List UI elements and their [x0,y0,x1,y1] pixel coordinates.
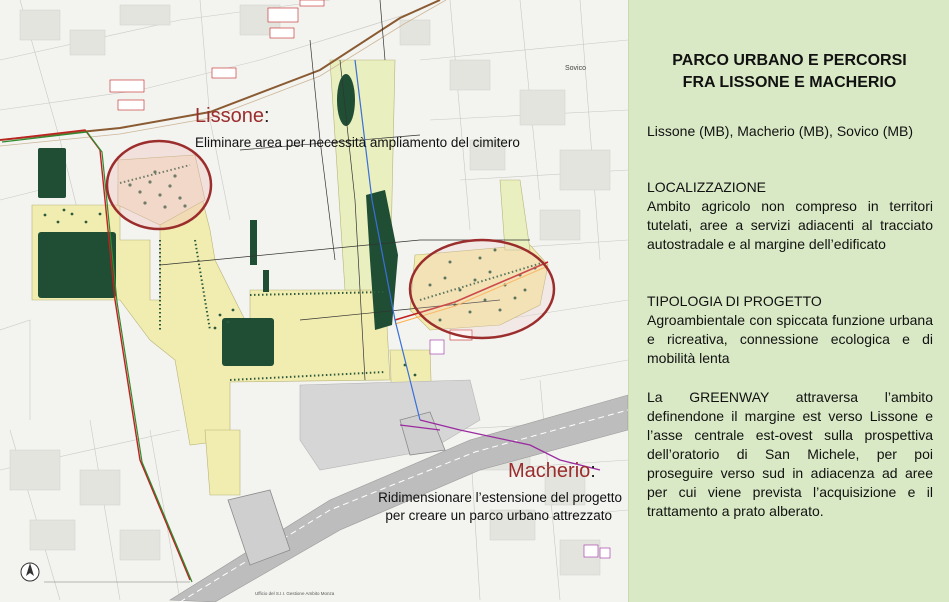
lissone-colon: : [263,105,270,127]
localizzazione-text: Ambito agricolo non compreso in territori tutelati, aree a servizi adiacenti al tracciato autostradale e al margine dell’edificato [647,198,933,252]
municipalities-text: Lissone (MB), Macherio (MB), Sovico (MB) [647,123,914,139]
lissone-note: Eliminare area per necessità ampliamento del cimitero [195,135,520,150]
macherio-label [508,460,596,483]
info-panel [628,0,949,602]
map-credit: Ufficio del S.I.I. Gestione Ambito Monza [255,591,335,596]
sovico-label: Sovico [565,65,587,72]
lissone-name: Lissone [195,105,264,127]
macherio-colon: : [590,460,596,482]
north-arrow-icon [21,563,39,581]
tipologia-text: Agroambientale con spiccata funzione urbana e ricreativa, connessione ecologica e di mobilità lenta [647,312,933,366]
macherio-focus-circle [410,240,554,338]
lissone-focus-circle [107,141,211,229]
tipologia-heading: TIPOLOGIA DI PROGETTO [647,293,822,309]
localizzazione-section [647,178,933,254]
tipologia-section [647,292,933,368]
macherio-name: Macherio [508,460,591,482]
panel-title-line-1: PARCO URBANO E PERCORSI [672,52,907,69]
panel-title [629,50,949,94]
localizzazione-heading: LOCALIZZAZIONE [647,179,767,195]
greenway-text: La GREENWAY attraversa l’ambito definendone il margine est verso Lissone e l’asse centrale est-ovest sulla prospettiva dell’oratorio di San Michele, per poi proseguire verso sud in adiacenza ad aree per cui viene prevista l’acquisizione e il trattamento a prato alberato. [647,389,933,519]
macherio-note-line-2: per creare un parco urbano attrezzato [385,508,612,523]
lissone-label [195,105,270,128]
macherio-note-line-1: Ridimensionare l’estensione del progetto [378,490,622,505]
panel-title-line-2: FRA LISSONE E MACHERIO [682,74,897,91]
